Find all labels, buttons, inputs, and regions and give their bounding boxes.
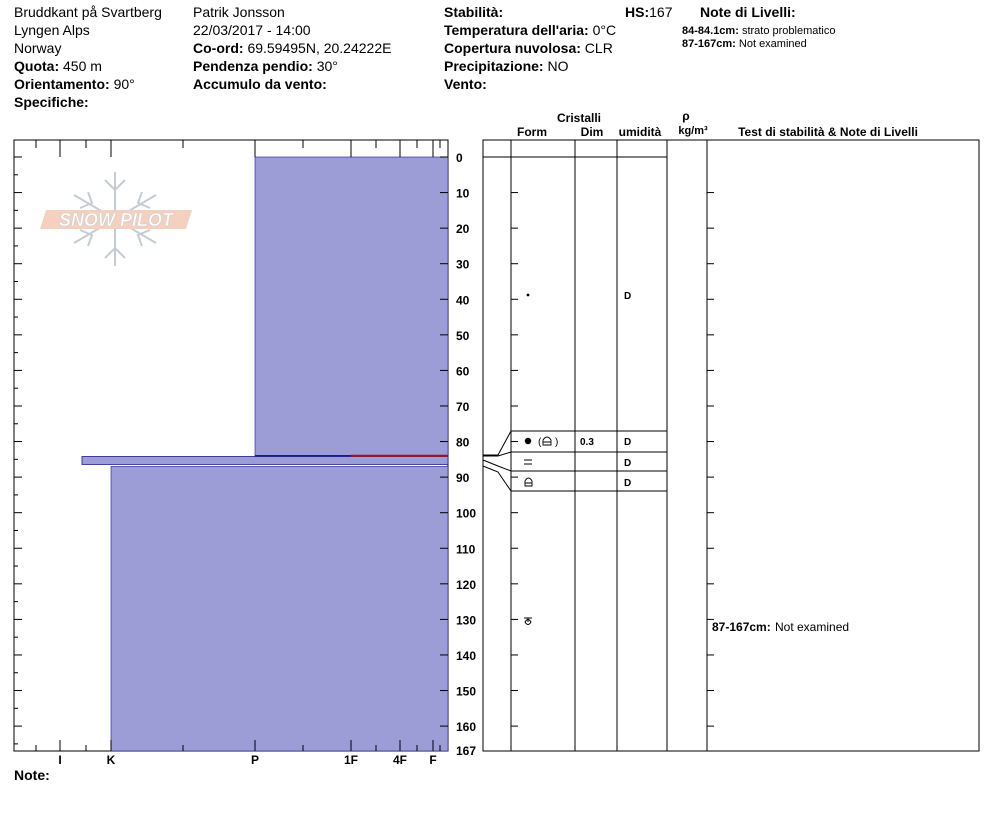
site-range: Lyngen Alps	[14, 22, 90, 38]
coord-label: Co-ord:	[193, 40, 244, 56]
grain-table	[483, 109, 979, 751]
layer-note-2-range: 87-167cm:	[682, 38, 736, 50]
observer-name: Patrik Jonsson	[193, 4, 285, 20]
depth-tick-label: 90	[456, 471, 470, 486]
hs-label: HS:	[625, 4, 650, 20]
depth-tick-label: 50	[456, 328, 470, 343]
layer-notes-title: Note di Livelli:	[700, 4, 796, 20]
grain-form-rounded-icon	[525, 438, 531, 444]
depth-tick-label: 20	[456, 222, 470, 237]
rho-header: ρ	[682, 109, 690, 123]
observation-datetime: 22/03/2017 - 14:00	[193, 22, 311, 38]
depth-tick-label: 120	[456, 577, 477, 592]
depth-tick-label: 130	[456, 613, 477, 628]
hardness-tick-label: I	[58, 753, 62, 767]
slope-value: 30°	[316, 58, 338, 74]
air-temp-value: 0°C	[592, 22, 617, 38]
layer-connector-3	[483, 460, 511, 471]
hardness-layer-bar	[111, 466, 448, 751]
density-unit-header: kg/m³	[678, 125, 708, 137]
snowpilot-watermark	[40, 172, 192, 266]
depth-tick-label: 160	[456, 720, 477, 735]
elevation-value: 450 m	[63, 58, 102, 74]
site-country: Norway	[14, 40, 62, 56]
depth-tick-label: 30	[456, 257, 470, 272]
grain-form-facet-icon	[543, 437, 551, 445]
grain-form-dot-icon	[527, 294, 530, 297]
depth-tick-label: 40	[456, 293, 470, 308]
air-temp-label: Temperatura dell'aria:	[444, 22, 589, 38]
stability-notes-header: Test di stabilità & Note di Livelli	[738, 125, 918, 139]
moisture-header: umidità	[618, 125, 662, 139]
row2-moisture: D	[624, 437, 632, 448]
wind-label: Vento:	[444, 76, 487, 92]
depth-tick-label: 60	[456, 364, 470, 379]
crystals-header: Cristalli	[556, 111, 602, 125]
stability-label: Stabilità:	[444, 4, 504, 20]
notes-label: Note:	[14, 767, 50, 783]
aspect-label: Orientamento:	[14, 76, 110, 92]
row1-moisture: D	[624, 291, 632, 302]
hardness-layer-bar	[82, 456, 448, 464]
depth-tick-label: 110	[456, 542, 476, 557]
depth-tick-label: 80	[456, 435, 470, 450]
hardness-top-ticks	[36, 140, 440, 157]
row2-form-paren-close: )	[555, 437, 559, 448]
coord-value: 69.59495N, 20.24222E	[247, 40, 392, 56]
watermark-text: SNOW PILOT	[59, 210, 173, 230]
row3-moisture: D	[624, 458, 632, 469]
elevation-label: Quota:	[14, 58, 60, 74]
depth-tick-label: 167	[456, 744, 477, 758]
wind-loading-label: Accumulo da vento:	[193, 76, 327, 92]
layer-note-2-text: Not examined	[738, 38, 807, 50]
depth-tick-label: 100	[456, 506, 477, 521]
row2-size: 0.3	[580, 437, 594, 448]
hardness-layers	[82, 157, 448, 751]
slope-label: Pendenza pendio:	[193, 58, 313, 74]
depth-tick-label: 10	[456, 186, 470, 201]
stability-annotation-range: 87-167cm:	[712, 620, 771, 634]
depth-tick-label: 70	[456, 399, 470, 414]
grain-form-facet-icon-2	[525, 478, 532, 486]
hs-value: 167	[649, 4, 673, 20]
depth-tick-label: 0	[456, 151, 463, 165]
grain-form-depth-hoar-icon	[524, 618, 532, 625]
form-header: Form	[517, 125, 547, 139]
hardness-tick-label: 1F	[343, 753, 359, 767]
hardness-layer-bar	[255, 157, 448, 456]
specifics-label: Specifiche:	[14, 94, 89, 110]
row4-moisture: D	[624, 478, 632, 489]
hardness-tick-label: F	[429, 753, 437, 767]
site-name: Bruddkant på Svartberg	[14, 4, 162, 20]
table-depth-ticks	[511, 193, 714, 727]
stability-annotation-text: Not examined	[775, 620, 850, 634]
hardness-tick-label: P	[250, 753, 260, 767]
size-header: Dim	[580, 125, 604, 139]
aspect-value: 90°	[113, 76, 135, 92]
row2-form-paren-open: (	[538, 437, 542, 448]
hardness-tick-label: 4F	[392, 753, 408, 767]
hardness-axis-labels	[58, 753, 436, 767]
layer-note-1-text: strato problematico	[741, 25, 836, 37]
hardness-tick-label: K	[106, 753, 116, 767]
depth-tick-label: 150	[456, 684, 477, 699]
precip-label: Precipitazione:	[444, 58, 544, 74]
cloud-value: CLR	[584, 40, 613, 56]
layer-connector-1	[483, 431, 511, 455]
cloud-label: Copertura nuvolosa:	[444, 40, 581, 56]
precip-value: NO	[547, 58, 569, 74]
layer-note-1-range: 84-84.1cm:	[682, 25, 739, 37]
depth-tick-label: 140	[456, 648, 477, 663]
